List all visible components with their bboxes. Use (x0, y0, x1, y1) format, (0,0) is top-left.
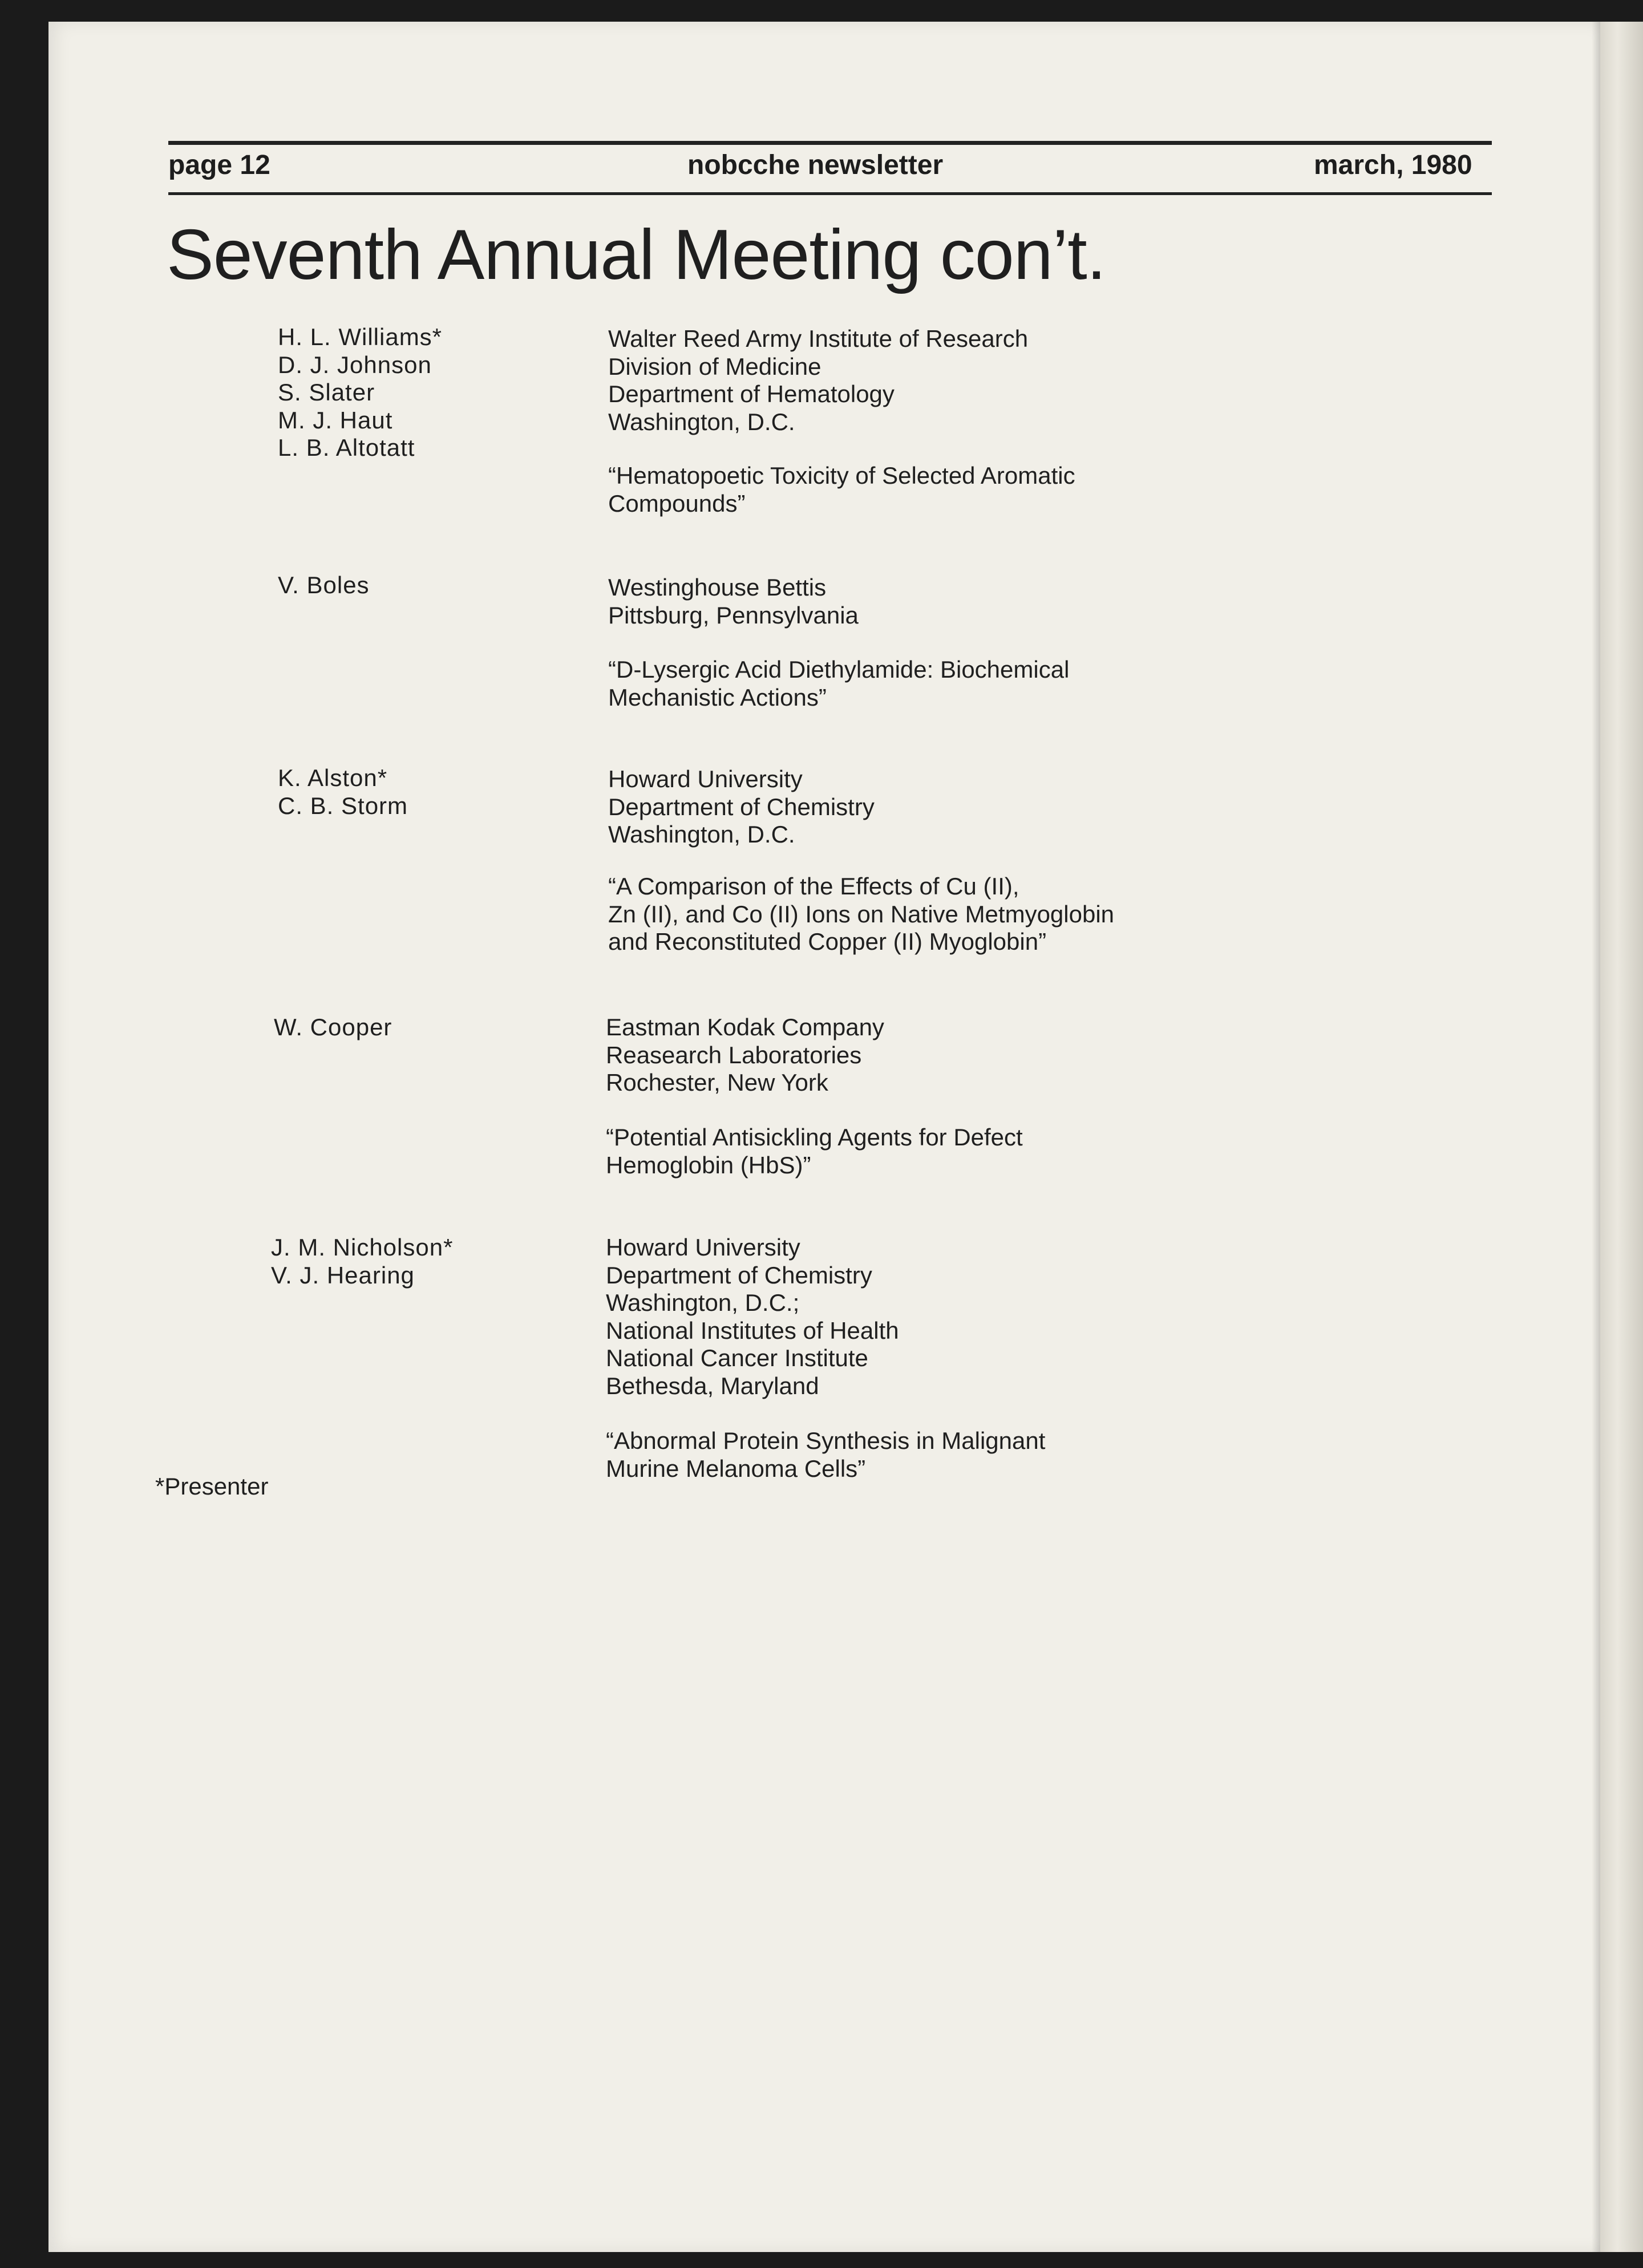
author-name: D. J. Johnson (278, 351, 432, 378)
entry-2-paper-title (608, 656, 1069, 711)
entry-4-authors (274, 1014, 392, 1042)
entry-4-paper-title (606, 1124, 1023, 1179)
author-name: C. B. Storm (278, 792, 408, 819)
affiliation-line: Howard University (608, 766, 803, 792)
paper-title-line: Zn (II), and Co (II) Ions on Native Metmyoglobin (608, 900, 1115, 928)
affiliation-line: Bethesda, Maryland (606, 1372, 819, 1399)
paper-title-line: “Abnormal Protein Synthesis in Malignant (606, 1427, 1046, 1454)
author-name: V. J. Hearing (271, 1261, 415, 1289)
author-name: J. M. Nicholson* (271, 1234, 454, 1261)
entry-3-paper-title (608, 873, 1114, 956)
paper-title-line: “Hematopoetic Toxicity of Selected Aromatic (608, 462, 1075, 489)
paper-title-line: “A Comparison of the Effects of Cu (II), (608, 873, 1019, 900)
affiliation-line: Rochester, New York (606, 1069, 828, 1096)
header-bottom-rule (168, 192, 1492, 195)
issue-date: march, 1980 (1314, 150, 1472, 180)
affiliation-line: Washington, D.C.; (606, 1289, 800, 1316)
entry-1-authors (278, 323, 442, 462)
entry-3-authors (278, 764, 408, 820)
author-name: S. Slater (278, 379, 375, 406)
affiliation-line: Washington, D.C. (608, 821, 795, 848)
affiliation-line: Reasearch Laboratories (606, 1041, 862, 1068)
affiliation-line: Department of Chemistry (608, 793, 875, 820)
author-name: L. B. Altotatt (278, 434, 415, 461)
entry-2-authors (278, 572, 370, 600)
paper-title-line: Murine Melanoma Cells” (606, 1455, 866, 1482)
entry-2-affiliation (608, 574, 859, 629)
author-name: W. Cooper (274, 1014, 392, 1040)
entry-1-paper-title (608, 462, 1075, 517)
presenter-footnote: *Presenter (155, 1473, 269, 1500)
author-name: V. Boles (278, 572, 370, 598)
entry-5-affiliation (606, 1234, 899, 1400)
paper-title-line: and Reconstituted Copper (II) Myoglobin” (608, 928, 1047, 955)
facing-page-edge (1600, 22, 1643, 2252)
affiliation-line: Eastman Kodak Company (606, 1014, 884, 1040)
affiliation-line: Pittsburg, Pennsylvania (608, 601, 859, 629)
entry-4-affiliation (606, 1014, 884, 1097)
paper-title-line: Mechanistic Actions” (608, 683, 827, 711)
paper-title-line: “D-Lysergic Acid Diethylamide: Biochemical (608, 656, 1070, 683)
newsletter-name: nobcche newsletter (687, 150, 944, 180)
entry-1-affiliation (608, 325, 1028, 436)
affiliation-line: Westinghouse Bettis (608, 574, 827, 601)
author-name: K. Alston* (278, 764, 388, 791)
affiliation-line: Department of Chemistry (606, 1261, 872, 1289)
author-name: H. L. Williams* (278, 323, 443, 350)
page-title: Seventh Annual Meeting con’t. (167, 216, 1106, 294)
entry-5-paper-title (606, 1427, 1045, 1483)
page-number: page 12 (168, 150, 270, 180)
paper-title-line: “Potential Antisickling Agents for Defect (606, 1124, 1023, 1151)
affiliation-line: National Institutes of Health (606, 1317, 899, 1344)
affiliation-line: Howard University (606, 1234, 800, 1261)
affiliation-line: Department of Hematology (608, 380, 895, 407)
entry-3-affiliation (608, 766, 875, 849)
affiliation-line: National Cancer Institute (606, 1344, 868, 1371)
paper-title-line: Compounds” (608, 489, 746, 517)
entry-5-authors (271, 1234, 453, 1289)
affiliation-line: Washington, D.C. (608, 408, 795, 435)
header-top-rule (168, 141, 1492, 145)
author-name: M. J. Haut (278, 406, 393, 434)
affiliation-line: Walter Reed Army Institute of Research (608, 325, 1029, 352)
paper-title-line: Hemoglobin (HbS)” (606, 1151, 811, 1178)
affiliation-line: Division of Medicine (608, 353, 822, 380)
